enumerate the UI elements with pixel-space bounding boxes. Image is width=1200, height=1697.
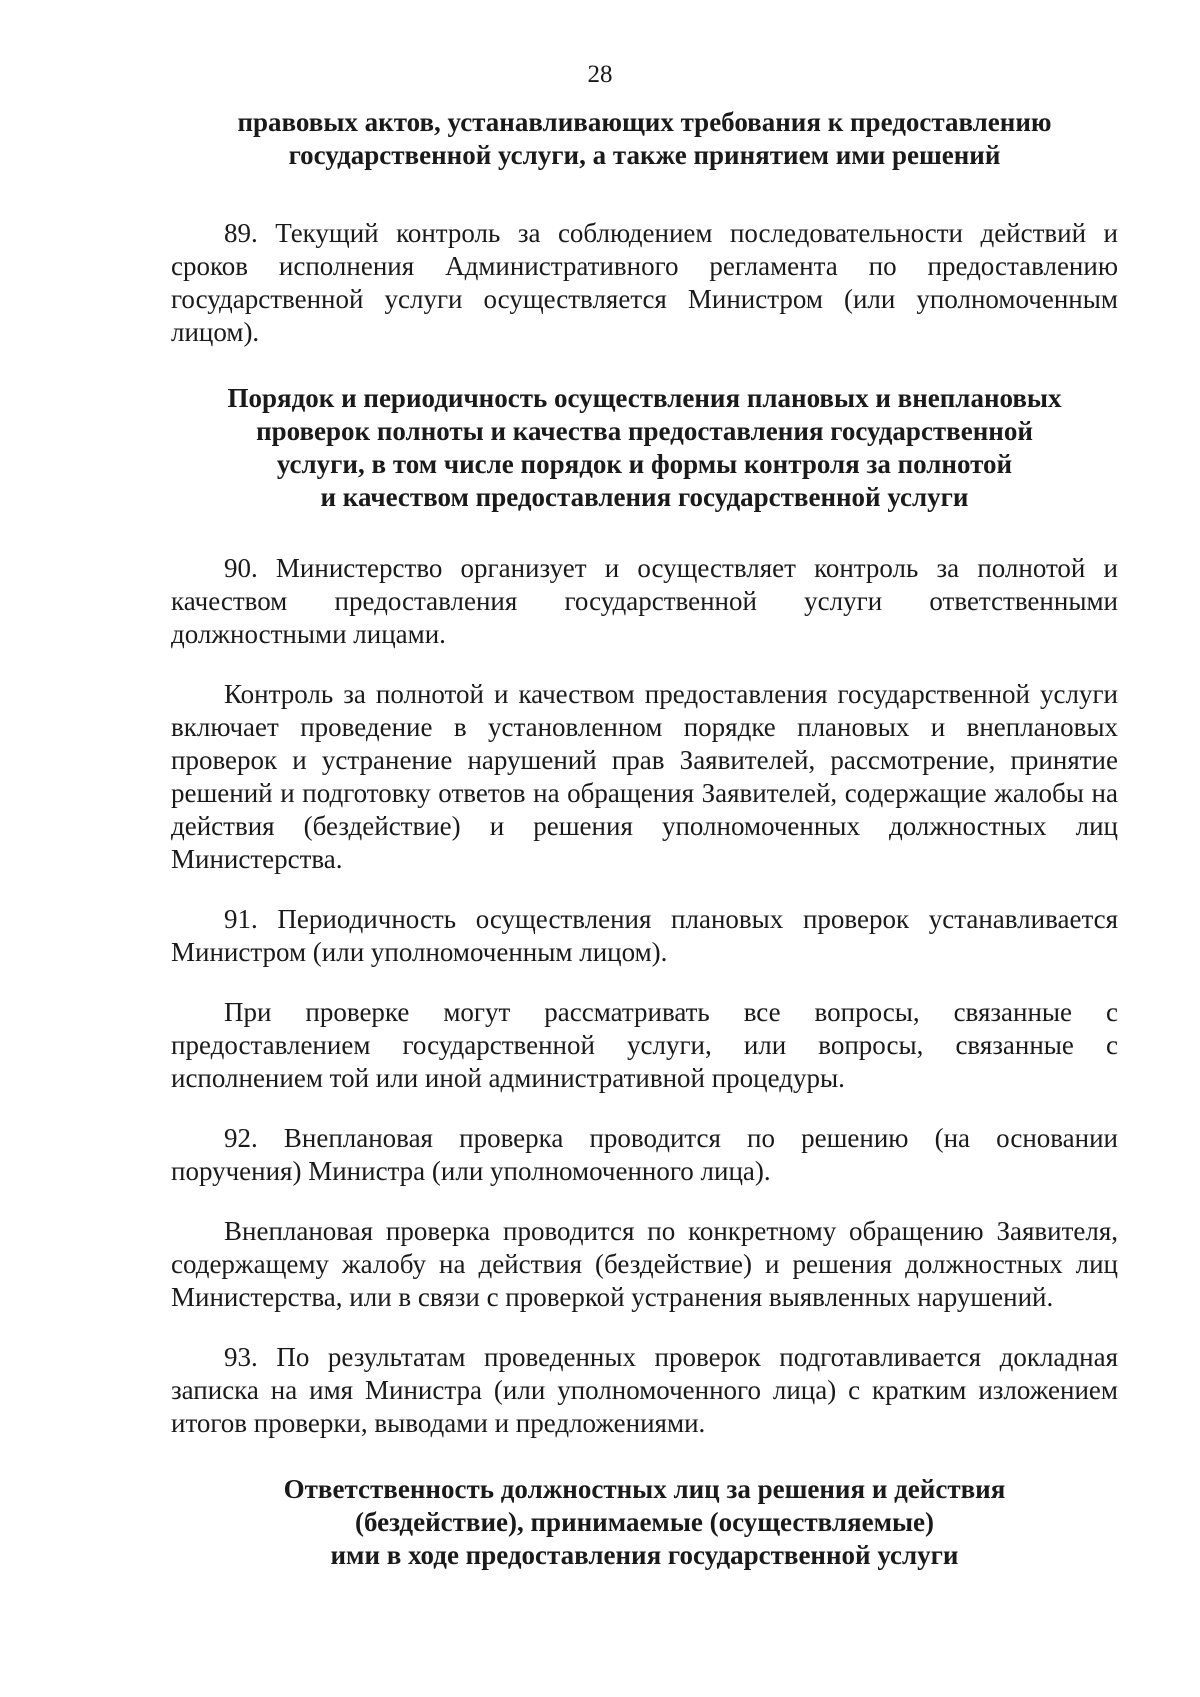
paragraph-93: 93. По результатам проведенных проверок подготавливается докладная записка на имя Министра (или уполномоченного лица) с кратким изложением итогов проверки, выводами и предложениями. bbox=[171, 1342, 1118, 1438]
heading-line: ими в ходе предоставления государственной услуги bbox=[330, 1540, 959, 1570]
heading-line: и качеством предоставления государственной услуги bbox=[320, 482, 969, 512]
paragraph-91: 91. Периодичность осуществления плановых проверок устанавливается Министром (или уполномоченным лицом). bbox=[171, 904, 1118, 967]
heading-line: Ответственность должностных лиц за решения и действия bbox=[283, 1474, 1006, 1504]
paragraph-92: 92. Внеплановая проверка проводится по решению (на основании поручения) Министра (или уполномоченного лица). bbox=[171, 1123, 1118, 1186]
heading-line: правовых актов, устанавливающих требования к предоставлению bbox=[237, 107, 1052, 137]
page-number: 28 bbox=[587, 61, 613, 88]
paragraph-90-continued: Контроль за полнотой и качеством предоставления государственной услуги включает проведение в установленном порядке плановых и внеплановых проверок и устранение нарушений прав Заявителей, рассмотрение, принятие решений и подготовку ответов на обращения Заявителей, содержащие жалобы на действия (бездействие) и решения уполномоченных должностных лиц Министерства. bbox=[171, 679, 1118, 874]
paragraph-91-continued: При проверке могут рассматривать все вопросы, связанные с предоставлением государственной услуги, или вопросы, связанные с исполнением той или иной административной процедуры. bbox=[171, 997, 1118, 1093]
paragraph-92-continued: Внеплановая проверка проводится по конкретному обращению Заявителя, содержащему жалобу на действия (бездействие) и решения должностных лиц Министерства, или в связи с проверкой устранения выявленных нарушений. bbox=[171, 1216, 1118, 1312]
section-heading-inspections bbox=[171, 382, 1118, 514]
heading-line: проверок полноты и качества предоставления государственной bbox=[256, 416, 1033, 446]
section-heading-continued bbox=[171, 106, 1118, 172]
heading-line: государственной услуги, а также принятием ими решений bbox=[288, 140, 1001, 170]
heading-line: (бездействие), принимаемые (осуществляемые) bbox=[354, 1507, 935, 1537]
paragraph-89: 89. Текущий контроль за соблюдением последовательности действий и сроков исполнения Административного регламента по предоставлению государственной услуги осуществляется Министром (или уполномоченным лицом). bbox=[171, 218, 1118, 347]
heading-line: услуги, в том числе порядок и формы контроля за полнотой bbox=[276, 449, 1013, 479]
paragraph-90: 90. Министерство организует и осуществляет контроль за полнотой и качеством предоставления государственной услуги ответственными должностными лицами. bbox=[171, 553, 1118, 649]
page-content bbox=[171, 106, 1118, 1572]
heading-line: Порядок и периодичность осуществления плановых и внеплановых bbox=[227, 383, 1062, 413]
section-heading-responsibility bbox=[171, 1473, 1118, 1572]
